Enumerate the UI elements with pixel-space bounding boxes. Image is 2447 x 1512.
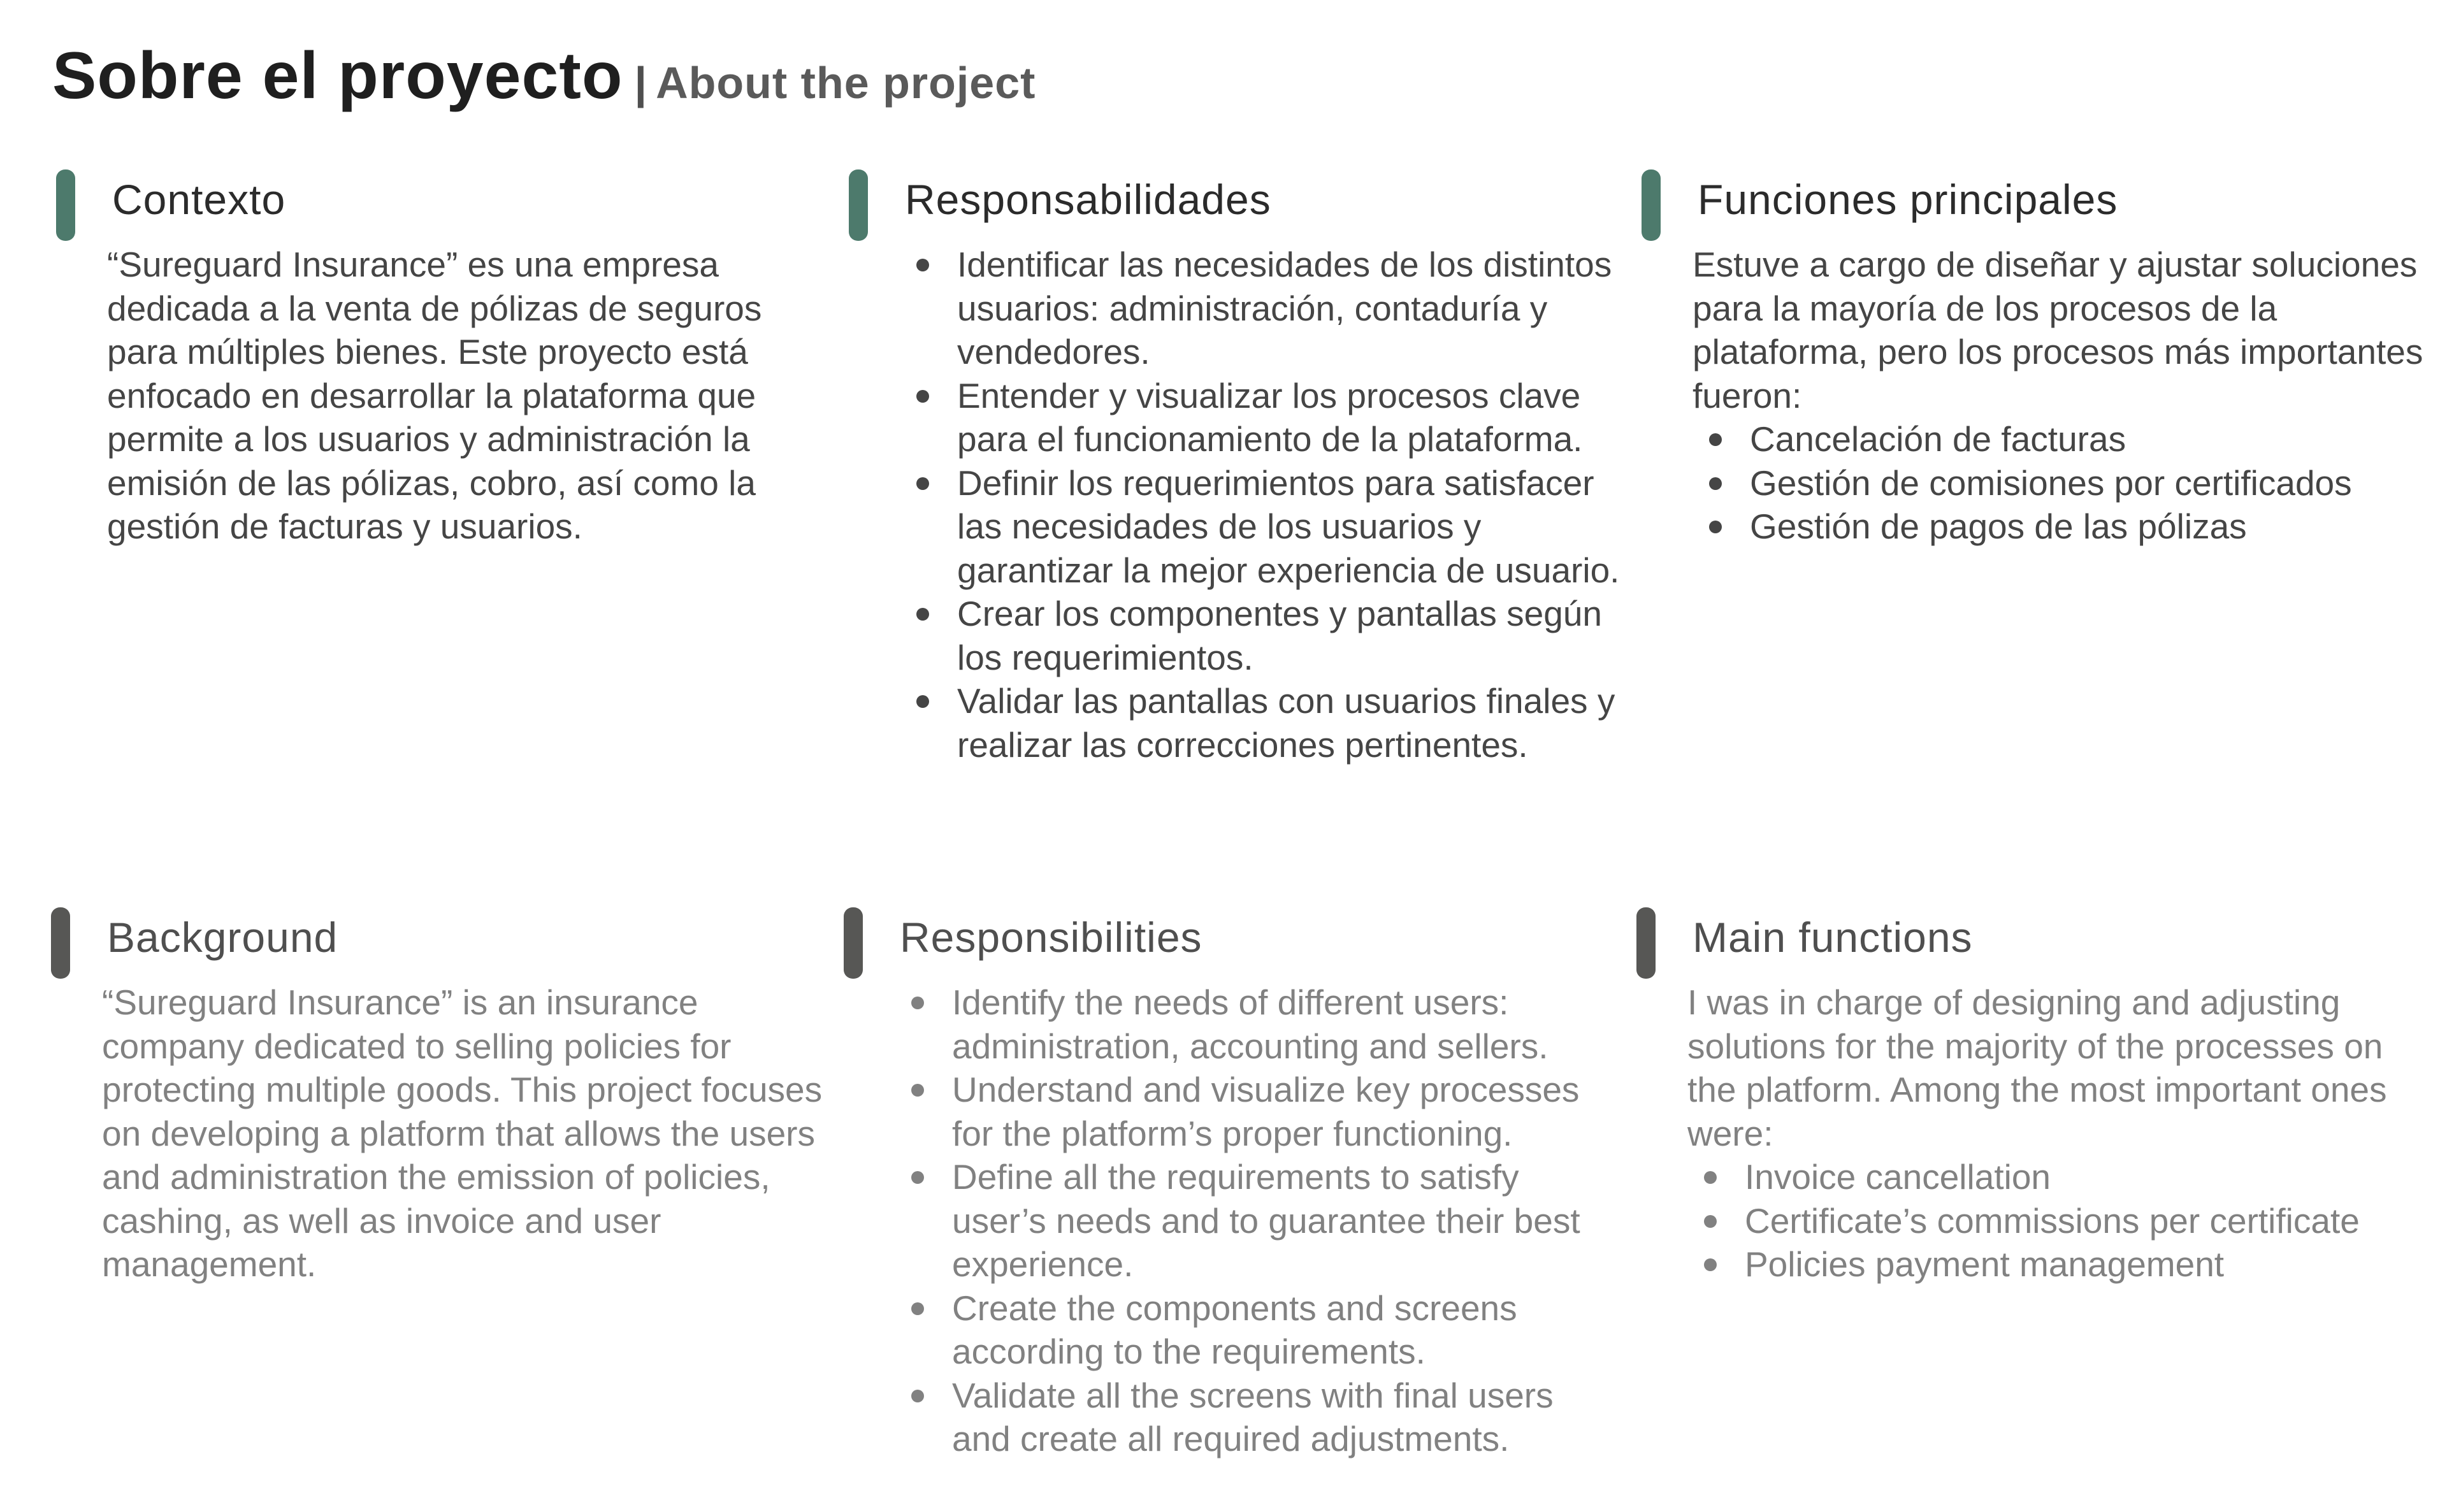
section-title: Funciones principales — [1698, 176, 2118, 223]
list-item: Gestión de comisiones por certificados — [1693, 461, 2432, 505]
title-separator: | — [634, 58, 647, 108]
section-body — [107, 243, 834, 549]
list-item: Crear los componentes y pantallas según los requerimientos. — [900, 592, 1626, 679]
section-accent-bar — [844, 907, 863, 979]
section-accent-bar — [1642, 169, 1661, 241]
list-item: Validar las pantallas con usuarios finales y realizar las correcciones pertinentes. — [900, 679, 1626, 767]
section-title: Responsabilidades — [905, 176, 1271, 223]
section-title: Background — [107, 914, 338, 961]
responsibilities-list — [895, 981, 1621, 1461]
list-item: Validate all the screens with final users and create all required adjustments. — [895, 1374, 1621, 1461]
responsibilities-list — [900, 243, 1626, 767]
list-item: Define all the requirements to satisfy user’s needs and to guarantee their best experience. — [895, 1155, 1621, 1286]
page-header — [52, 38, 1036, 114]
functions-list — [1693, 417, 2432, 549]
functions-list — [1687, 1155, 2439, 1286]
list-item: Invoice cancellation — [1687, 1155, 2439, 1199]
list-item: Entender y visualizar los procesos clave para el funcionamiento de la plataforma. — [900, 374, 1626, 461]
section-title: Contexto — [112, 176, 286, 223]
section-accent-bar — [51, 907, 70, 979]
list-item: Identificar las necesidades de los distintos usuarios: administración, contaduría y vendedores. — [900, 243, 1626, 374]
section-body — [895, 981, 1621, 1461]
section-body — [1693, 243, 2432, 549]
section-accent-bar — [849, 169, 868, 241]
section-body — [1687, 981, 2439, 1286]
section-title: Main functions — [1693, 914, 1973, 961]
section-title: Responsibilities — [900, 914, 1202, 961]
section-body — [900, 243, 1626, 767]
section-body — [102, 981, 828, 1286]
page-subtitle: About the project — [656, 58, 1036, 108]
list-item: Identify the needs of different users: administration, accounting and sellers. — [895, 981, 1621, 1068]
list-item: Create the components and screens according to the requirements. — [895, 1286, 1621, 1374]
list-item: Understand and visualize key processes for the platform’s proper functioning. — [895, 1068, 1621, 1155]
section-accent-bar — [1636, 907, 1656, 979]
section-accent-bar — [56, 169, 75, 241]
page-title: Sobre el proyecto — [52, 39, 623, 113]
list-item: Gestión de pagos de las pólizas — [1693, 505, 2432, 549]
context-paragraph: “Sureguard Insurance” es una empresa dedicada a la venta de pólizas de seguros para múltiples bienes. Este proyecto está enfocado en desarrollar la plataforma que permite a los usuarios y administración la emisión de las pólizas, cobro, así como la gestión de facturas y usuarios. — [107, 245, 762, 546]
functions-intro: Estuve a cargo de diseñar y ajustar soluciones para la mayoría de los procesos de la plataforma, pero los procesos más importantes fueron: — [1693, 245, 2423, 415]
list-item: Certificate’s commissions per certificate — [1687, 1199, 2439, 1243]
list-item: Policies payment management — [1687, 1242, 2439, 1286]
list-item: Cancelación de facturas — [1693, 417, 2432, 461]
functions-intro: I was in charge of designing and adjusting solutions for the majority of the processes on the platform. Among the most important ones were: — [1687, 983, 2387, 1153]
list-item: Definir los requerimientos para satisfacer las necesidades de los usuarios y garantizar la mejor experiencia de usuario. — [900, 461, 1626, 593]
background-paragraph: “Sureguard Insurance” is an insurance company dedicated to selling policies for protecting multiple goods. This project focuses on developing a platform that allows the users and administration the emission of policies, cashing, as well as invoice and user management. — [102, 983, 823, 1284]
